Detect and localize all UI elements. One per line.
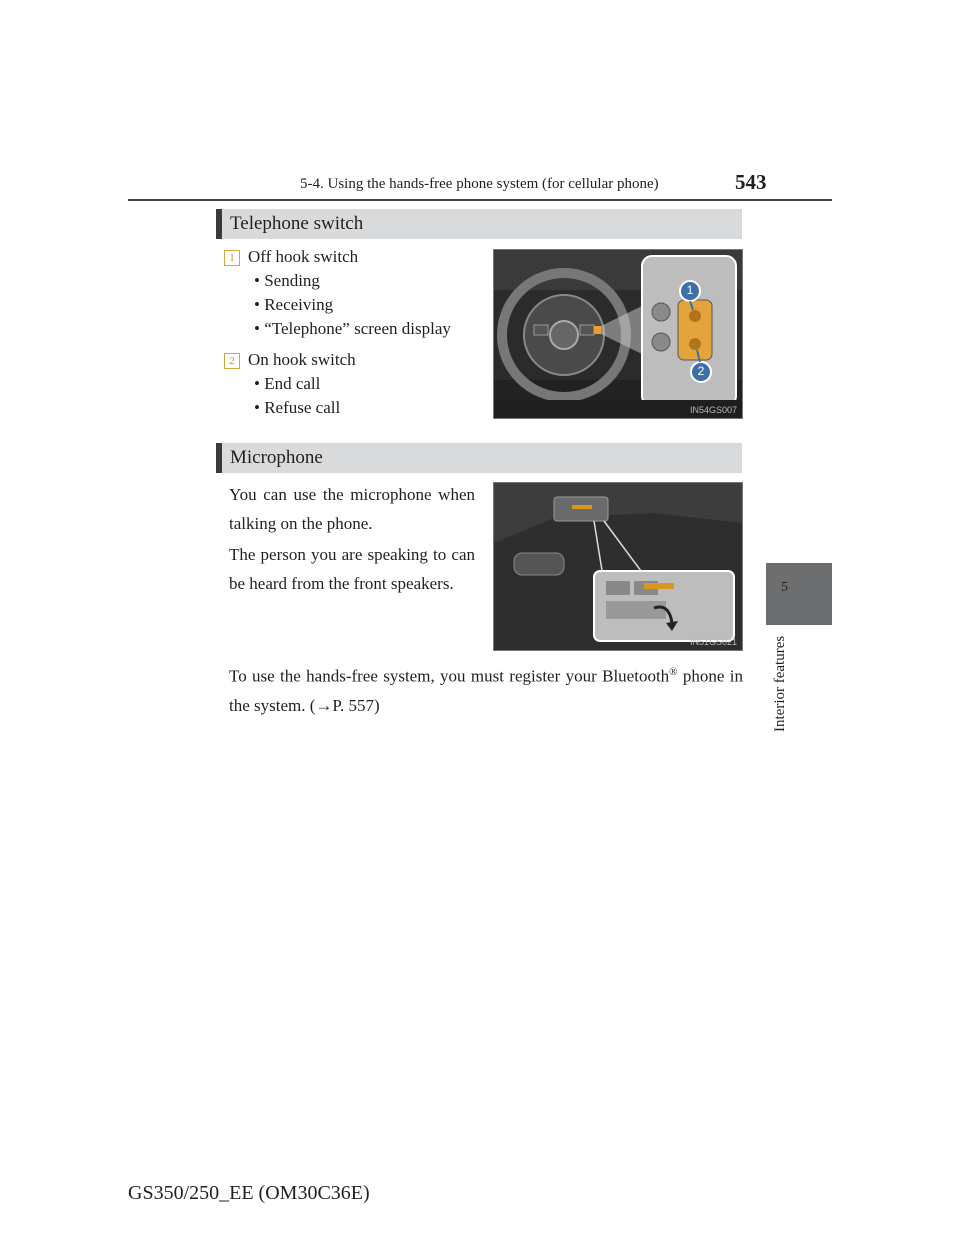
callout-2: 2 (697, 364, 705, 378)
steering-wheel-figure (493, 249, 743, 419)
model-footer: GS350/250_EE (OM30C36E) (128, 1182, 370, 1204)
chapter-title: Interior features (772, 636, 788, 733)
figure-code: IN54GS007 (690, 405, 738, 415)
list-item: • Receiving (254, 295, 334, 314)
item-label-on-hook: On hook switch (248, 350, 356, 369)
list-item: • “Telephone” screen display (254, 319, 451, 338)
figure-code: IN51GS021 (690, 637, 738, 647)
page-number: 543 (735, 170, 767, 194)
item-number-badge: 2 (224, 353, 240, 369)
list-item: • Sending (254, 271, 320, 290)
section-title: Microphone (230, 447, 323, 468)
item-number-badge: 1 (224, 250, 240, 266)
bluetooth-registration-note: To use the hands-free system, you must register your Bluetooth® phone in the system. (→P. 557) (229, 666, 743, 715)
list-item: • End call (254, 374, 321, 393)
section-heading-telephone-switch (216, 209, 742, 239)
microphone-illustration (494, 483, 742, 650)
list-item: • Refuse call (254, 398, 341, 417)
steering-wheel-illustration (494, 250, 742, 418)
chapter-number: 5 (781, 580, 788, 595)
microphone-paragraph-1: You can use the microphone when talking on the phone. (229, 485, 475, 533)
microphone-figure (493, 482, 743, 651)
section-title: Telephone switch (230, 213, 364, 234)
callout-1: 1 (686, 283, 694, 297)
section-heading-microphone (216, 443, 742, 473)
chapter-tab (766, 563, 832, 625)
header-divider (128, 199, 832, 201)
microphone-paragraph-2: The person you are speaking to can be heard from the front speakers. (229, 545, 475, 593)
running-header: 5-4. Using the hands-free phone system (for cellular phone) (300, 176, 659, 192)
item-label-off-hook: Off hook switch (248, 247, 359, 266)
